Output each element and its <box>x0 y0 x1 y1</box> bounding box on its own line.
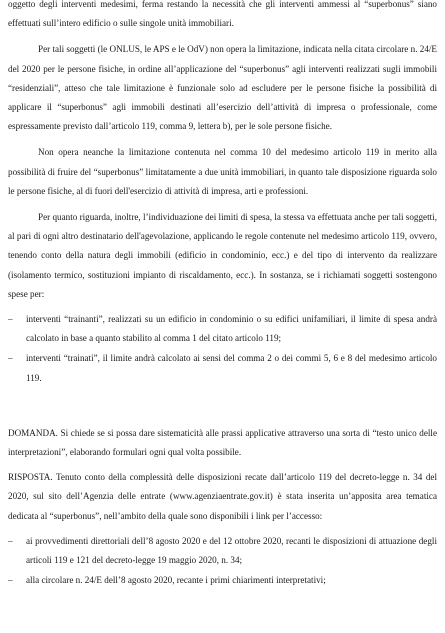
question-paragraph: DOMANDA. Si chiede se si possa dare sistematicità alle prassi applicative attraverso una sorta di “testo unico delle interpretazioni”, elaborando formulari ogni qual volta possibile. <box>8 427 437 458</box>
answer-links-list <box>8 532 437 591</box>
list-item-text: interventi “trainanti”, realizzati su un edificio in condominio o su edifici unifamiliari, il limite di spesa andrà calcolato in base a quanto stabilito al comma 1 del citato articolo 119; <box>26 314 437 344</box>
answer-paragraph: RISPOSTA. Tenuto conto della complessità delle disposizioni recate dall’articolo 119 del decreto-legge n. 34 del 2020, sul sito dell’Agenzia delle entrate (www.agenziaentrate.gov.it) è stata inserita un’apposita area tematica dedicata al “superbonus”, nell’ambito della quale sono disponibili i link per l’accesso: <box>8 472 437 521</box>
list-item <box>8 310 437 348</box>
dash-bullet: – <box>8 314 13 325</box>
paragraph-onlus-limitation: Per tali soggetti (le ONLUS, le APS e le OdV) non opera la limitazione, indicata nella citata circolare n. 24/E del 2020 per le persone fisiche, in ordine all’applicazione del “superbonus” agli interventi realizzati sugli immobili “residenziali”, atteso che tale limitazione è funzionale solo ad escludere per le persone fisiche la possibilità di applicare il “superbonus” agli immobili destinati all’esercizio dell’attività di impresa o professionale, come espressamente previsto dall’articolo 119, comma 9, lettera b), per le sole persone fisiche. <box>8 44 437 132</box>
dash-bullet: – <box>8 353 13 364</box>
paragraph-comma-10: Non opera neanche la limitazione contenuta nel comma 10 del medesimo articolo 119 in merito alla possibilità di fruire del “superbonus” limitatamente a due unità immobiliari, in quanto tale disposizione riguarda solo le persone fisiche, al di fuori dell'esercizio di attività di impresa, arti e professioni. <box>8 147 437 196</box>
spending-limits-list <box>8 310 437 388</box>
paragraph-continuation: oggetto degli interventi medesimi, ferma restando la necessità che gli interventi ammessi al “superbonus” siano effettuati sull’intero edificio o sulle singole unità immobiliari. <box>8 0 437 29</box>
list-item <box>8 571 437 590</box>
list-item-text: interventi “trainati”, il limite andrà calcolato ai sensi del comma 2 o dei commi 5, 6 e 8 del medesimo articolo 119. <box>26 353 437 383</box>
dash-bullet: – <box>8 575 13 586</box>
dash-bullet: – <box>8 535 13 546</box>
list-item <box>8 349 437 387</box>
list-item-text: alla circolare n. 24/E dell’8 agosto 2020, recante i primi chiarimenti interpretativi; <box>26 575 326 586</box>
list-item-text: ai provvedimenti direttoriali dell’8 agosto 2020 e del 12 ottobre 2020, recanti le disposizioni di attuazione degli articoli 119 e 121 del decreto-legge 19 maggio 2020, n. 34; <box>26 535 437 566</box>
list-item <box>8 532 437 570</box>
paragraph-spending-limits: Per quanto riguarda, inoltre, l’individuazione dei limiti di spesa, la stessa va effettuata anche per tali soggetti, al pari di ogni altro destinatario dell'agevolazione, applicando le regole contenute nel medesimo articolo 119, ovvero, tenendo conto della natura degli immobili (edificio in condominio, ecc.) e del tipo di intervento da realizzare (isolamento termico, sostituzioni impianto di riscaldamento, ecc.). In sostanza, se i richiamati soggetti sostengono spese per: <box>8 212 437 299</box>
